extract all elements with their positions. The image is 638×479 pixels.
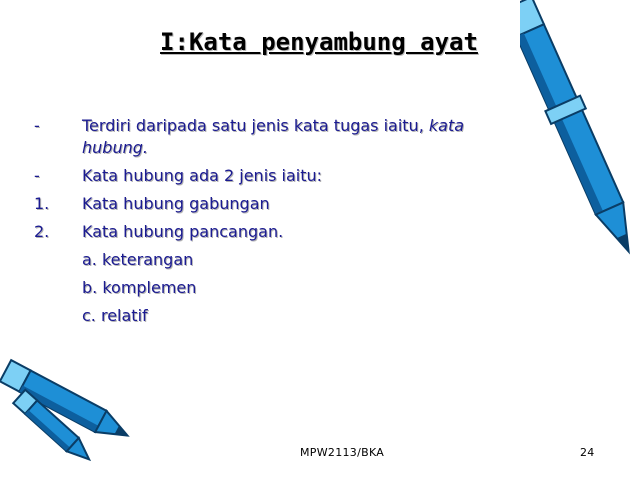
list-item-text: Kata hubung pancangan. xyxy=(82,222,284,241)
list-item xyxy=(34,221,574,243)
footer-code: MPW2113/BKA xyxy=(300,446,385,459)
pen-icon xyxy=(10,385,100,475)
list-item-text xyxy=(82,115,574,159)
list-item xyxy=(34,165,574,187)
sub-list-item: c. relatif xyxy=(82,306,148,325)
sub-list-item: b. komplemen xyxy=(82,278,197,297)
list-item-text-line2: hubung. xyxy=(82,138,148,157)
list-marker: 2. xyxy=(34,222,50,241)
sub-list-item: a. keterangan xyxy=(82,250,194,269)
list-item-text: Kata hubung ada 2 jenis iaitu: xyxy=(82,166,323,185)
list-marker: - xyxy=(34,116,40,135)
list-marker: 1. xyxy=(34,194,50,213)
list-item xyxy=(34,115,574,159)
list-item-text-italic: kata xyxy=(428,116,465,135)
slide-title: I:Kata penyambung ayat xyxy=(160,28,478,56)
list-item xyxy=(34,193,574,215)
list-item-text: Kata hubung gabungan xyxy=(82,194,270,213)
list-item-text-part: Terdiri daripada satu jenis kata tugas iaitu, xyxy=(82,116,429,135)
bullet-list xyxy=(34,115,574,327)
page-number: 24 xyxy=(580,446,595,459)
list-marker: - xyxy=(34,166,40,185)
